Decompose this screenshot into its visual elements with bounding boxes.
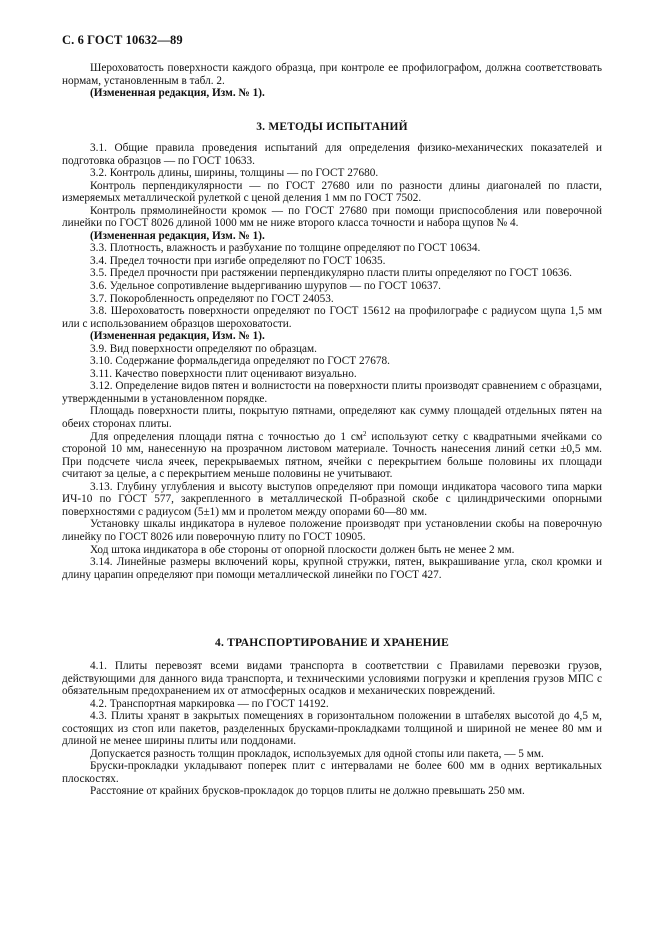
paragraph: Расстояние от крайних брусков-прокладок до торцов плиты не должно превышать 250 мм. (90, 785, 525, 798)
paragraph: Бруски-прокладки укладывают поперек плит с интервалами не более 600 мм в одних вертикальных плоскостях. (62, 760, 602, 785)
paragraph: 3.2. Контроль длины, ширины, толщины — по ГОСТ 27680. (90, 167, 379, 180)
paragraph: 3.1. Общие правила проведения испытаний для определения физико-механических показателей и подготовка образцов — по ГОСТ 10633. (62, 142, 602, 167)
paragraph: 3.8. Шероховатость поверхности определяют по ГОСТ 15612 на профилографе с радиусом щупа 1,5 мм или с использованием образцов шероховатости. (62, 305, 602, 330)
paragraph: 4.1. Плиты перевозят всеми видами транспорта в соответствии с Правилами перевозки грузов, действующими для данного вида транспорта, и техническими условиями погрузки и крепления грузов МПС с обязательным предохранением их от атмосферных осадков и механических повреждений. (62, 660, 602, 698)
paragraph: 3.5. Предел прочности при растяжении перпендикулярно пласти плиты определяют по ГОСТ 10636. (90, 267, 572, 280)
amendment-note: (Измененная редакция, Изм. № 1). (90, 229, 265, 242)
paragraph: Площадь поверхности плиты, покрытую пятнами, определяют как сумму площадей отдельных пятен на обеих сторонах плиты. (62, 405, 602, 431)
paragraph: Допускается разность толщин прокладок, используемых для одной стопы или пакета, — 5 мм. (90, 747, 544, 760)
paragraph: 4.3. Плиты хранят в закрытых помещениях в горизонтальном положении в штабелях высотой до 4,5 м, состоящих из стоп или пакетов, разделенных брусками-прокладками толщиной и шириной не менее 80 мм и длиной не менее ширины плиты или поддонами. (62, 710, 602, 748)
paragraph: 3.7. Покоробленность определяют по ГОСТ 24053. (90, 292, 334, 305)
amendment-note: (Измененная редакция, Изм. № 1). (90, 330, 265, 343)
section-4-body (62, 660, 602, 798)
paragraph: 3.11. Качество поверхности плит оценивают визуально. (90, 367, 357, 380)
paragraph: 3.3. Плотность, влажность и разбухание по толщине определяют по ГОСТ 10634. (90, 242, 481, 255)
paragraph: Шероховатость поверхности каждого образца, при контроле ее профилографом, должна соответствовать нормам, установленным в табл. 2. (62, 62, 602, 87)
section-3-title: 3. МЕТОДЫ ИСПЫТАНИЙ (256, 121, 408, 133)
text-fragment: используют сетку с квадратными ячейками со стороной 10 мм, нанесенную на прозрачном листовом материале. Точность нанесения линий сетки ±0,5 мм. При подсчете числа ячеек, перекрываемых пятном, ячейки с перекрытием больше половины их площади считают за целые, а с перекрытием меньше половины не учитывают. (62, 430, 602, 481)
page-header: С. 6 ГОСТ 10632—89 (62, 33, 183, 47)
section-3-body (62, 142, 602, 581)
paragraph: 4.2. Транспортная маркировка — по ГОСТ 14192. (90, 697, 329, 710)
intro-block (62, 62, 602, 100)
paragraph: 3.10. Содержание формальдегида определяют по ГОСТ 27678. (90, 355, 390, 368)
paragraph: 3.9. Вид поверхности определяют по образцам. (90, 342, 317, 355)
paragraph: Контроль перпендикулярности — по ГОСТ 27680 или по разности длины диагоналей по пласти, измеряемых металлической рулеткой с ценой деления 1 мм по ГОСТ 7502. (62, 179, 602, 205)
text-fragment: Для определения площади пятна с точностью до 1 см (90, 430, 363, 443)
paragraph: 3.4. Предел точности при изгибе определяют по ГОСТ 10635. (90, 254, 386, 267)
paragraph (62, 431, 602, 481)
paragraph: Контроль прямолинейности кромок — по ГОСТ 27680 при помощи приспособления или поверочной линейки по ГОСТ 8026 длиной 1000 мм не ниже второго класса точности и набора щупов № 4. (62, 204, 602, 230)
paragraph: 3.12. Определение видов пятен и волнистости на поверхности плиты производят сравнением с образцами, утвержденными в установленном порядке. (62, 380, 602, 405)
paragraph: 3.13. Глубину углубления и высоту выступов определяют при помощи индикатора часового типа марки ИЧ-10 по ГОСТ 577, закрепленного в металлической П-образной скобе с цилиндрическими опорными поверхностями с радиусом (5±1) мм и пролетом между опорами 60—80 мм. (62, 480, 602, 518)
paragraph: Ход штока индикатора в обе стороны от опорной плоскости должен быть не менее 2 мм. (90, 543, 515, 556)
paragraph: Установку шкалы индикатора в нулевое положение производят при установлении скобы на поверочную линейку по ГОСТ 8026 или поверочную плиту по ГОСТ 10905. (62, 518, 602, 543)
paragraph: 3.6. Удельное сопротивление выдергиванию шурупов — по ГОСТ 10637. (90, 280, 441, 293)
superscript: 2 (362, 429, 367, 438)
amendment-note: (Измененная редакция, Изм. № 1). (90, 87, 265, 100)
section-4-title: 4. ТРАНСПОРТИРОВАНИЕ И ХРАНЕНИЕ (215, 637, 449, 649)
paragraph: 3.14. Линейные размеры включений коры, крупной стружки, пятен, выкрашивание угла, скол кромки и длину царапин определяют при помощи металлической линейки по ГОСТ 427. (62, 556, 602, 581)
